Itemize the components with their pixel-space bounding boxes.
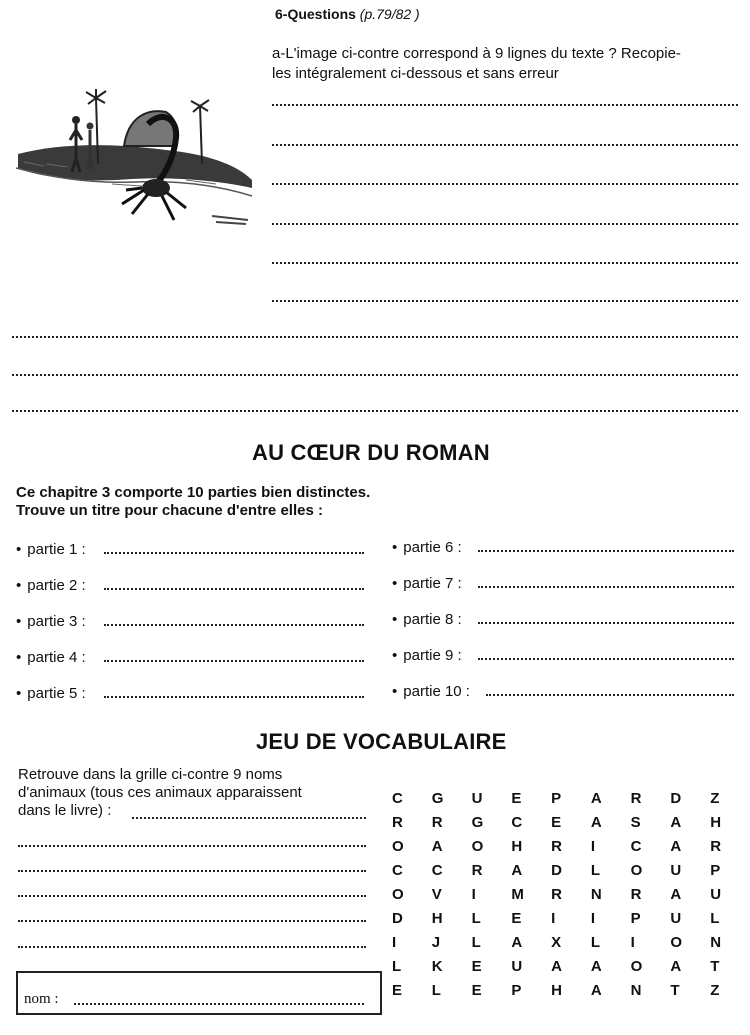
grid-letter[interactable]: A [431, 837, 443, 855]
vocab-answer-line[interactable] [18, 845, 366, 847]
word-search-grid [392, 786, 750, 1002]
bullet-icon: • [16, 541, 22, 558]
grid-row [392, 858, 750, 882]
questions-title-text: 6-Questions [275, 6, 356, 22]
grid-letter[interactable]: Z [710, 789, 720, 807]
grid-letter[interactable]: A [670, 957, 682, 975]
grid-letter[interactable]: I [590, 909, 596, 927]
grid-letter[interactable]: C [431, 861, 443, 879]
grid-letter[interactable]: U [511, 957, 523, 975]
grid-letter[interactable]: R [630, 789, 642, 807]
grid-letter[interactable]: R [431, 813, 443, 831]
grid-letter[interactable]: U [670, 909, 682, 927]
part-label: partie 9 : [403, 647, 462, 664]
grid-letter[interactable]: C [630, 837, 642, 855]
grid-letter[interactable]: E [471, 957, 482, 975]
part-answer-line[interactable] [104, 588, 364, 590]
grid-letter[interactable]: H [511, 837, 523, 855]
part-answer-line[interactable] [486, 694, 734, 696]
answer-line[interactable] [272, 300, 738, 302]
vocab-answer-line[interactable] [132, 817, 366, 819]
grid-letter[interactable]: A [670, 813, 682, 831]
answer-line[interactable] [12, 374, 738, 376]
grid-letter[interactable]: R [551, 885, 562, 903]
part-item [392, 611, 462, 628]
part-label: partie 1 : [27, 541, 86, 558]
part-answer-line[interactable] [478, 622, 734, 624]
bullet-icon: • [392, 539, 398, 556]
grid-row [392, 930, 750, 954]
part-label: partie 3 : [27, 613, 86, 630]
part-label: partie 4 : [27, 649, 86, 666]
grid-letter[interactable]: E [511, 909, 522, 927]
answer-line[interactable] [272, 144, 738, 146]
grid-letter[interactable]: X [551, 933, 562, 951]
questions-title [275, 6, 420, 22]
vocab-answer-line[interactable] [18, 870, 366, 872]
bullet-icon: • [392, 611, 398, 628]
roman-instruction-line-2: Trouve un titre pour chacune d'entre elles : [16, 502, 323, 519]
grid-letter[interactable]: N [710, 933, 722, 951]
grid-letter[interactable]: G [471, 813, 484, 831]
bullet-icon: • [392, 683, 398, 700]
grid-letter[interactable]: A [670, 885, 682, 903]
grid-letter[interactable]: U [710, 885, 722, 903]
grid-letter[interactable]: A [590, 789, 602, 807]
grid-letter[interactable]: L [710, 909, 720, 927]
page-reference: (p.79/82 ) [359, 6, 420, 22]
vocab-instruction-line-3: dans le livre) : [18, 802, 112, 819]
part-item [392, 647, 462, 664]
grid-letter[interactable]: U [670, 861, 682, 879]
grid-letter[interactable]: J [431, 933, 441, 951]
grid-letter[interactable]: E [471, 981, 482, 999]
question-a-line-1: a-L'image ci-contre correspond à 9 lignes du texte ? Recopie- [272, 45, 681, 62]
grid-row [392, 906, 750, 930]
grid-letter[interactable]: D [670, 789, 682, 807]
grid-letter[interactable]: C [392, 861, 403, 879]
answer-line[interactable] [12, 336, 738, 338]
part-item [392, 539, 462, 556]
grid-letter[interactable]: O [670, 933, 683, 951]
part-answer-line[interactable] [104, 660, 364, 662]
grid-row [392, 954, 750, 978]
grid-row [392, 786, 750, 810]
grid-letter[interactable]: L [431, 981, 441, 999]
grid-letter[interactable]: K [431, 957, 443, 975]
grid-letter[interactable]: S [630, 813, 641, 831]
grid-letter[interactable]: T [710, 957, 720, 975]
grid-letter[interactable]: I [392, 933, 397, 951]
name-box [16, 971, 382, 1015]
grid-letter[interactable]: I [551, 909, 556, 927]
grid-letter[interactable]: I [630, 933, 635, 951]
grid-letter[interactable]: O [630, 957, 643, 975]
vocab-instructions [18, 766, 363, 820]
part-answer-line[interactable] [478, 586, 734, 588]
grid-row [392, 810, 750, 834]
grid-letter[interactable]: E [551, 813, 562, 831]
answer-line[interactable] [272, 223, 738, 225]
grid-letter[interactable]: E [392, 981, 403, 999]
part-item [16, 541, 86, 558]
grid-letter[interactable]: L [392, 957, 402, 975]
grid-letter[interactable]: L [590, 861, 601, 879]
answer-line[interactable] [272, 183, 738, 185]
grid-letter[interactable]: A [551, 957, 562, 975]
answer-line[interactable] [12, 410, 738, 412]
grid-letter[interactable]: G [431, 789, 444, 807]
part-label: partie 10 : [403, 683, 470, 700]
part-item [16, 685, 86, 702]
grid-letter[interactable]: L [471, 909, 481, 927]
grid-letter[interactable]: I [471, 885, 476, 903]
grid-letter[interactable]: O [630, 861, 643, 879]
question-a-text [272, 44, 742, 84]
grid-letter[interactable]: A [590, 813, 602, 831]
grid-letter[interactable]: C [392, 789, 403, 807]
grid-letter[interactable]: H [431, 909, 443, 927]
part-item [392, 683, 470, 700]
story-illustration [16, 84, 254, 234]
grid-letter[interactable]: D [392, 909, 403, 927]
part-answer-line[interactable] [104, 624, 364, 626]
grid-letter[interactable]: O [471, 837, 484, 855]
grid-letter[interactable]: U [471, 789, 483, 807]
grid-letter[interactable]: L [590, 933, 601, 951]
part-label: partie 6 : [403, 539, 462, 556]
grid-row [392, 882, 750, 906]
part-item [16, 649, 86, 666]
grid-letter[interactable]: T [670, 981, 680, 999]
grid-letter[interactable]: E [511, 789, 522, 807]
grid-letter[interactable]: V [431, 885, 442, 903]
section-heading-roman: AU CŒUR DU ROMAN [252, 440, 490, 465]
bullet-icon: • [16, 649, 22, 666]
grid-letter[interactable]: A [511, 861, 523, 879]
grid-letter[interactable]: R [710, 837, 722, 855]
roman-instruction-line-1: Ce chapitre 3 comporte 10 parties bien distinctes. [16, 484, 371, 501]
section-heading-vocab: JEU DE VOCABULAIRE [256, 729, 507, 754]
grid-letter[interactable]: P [551, 789, 562, 807]
name-field[interactable] [74, 1003, 364, 1005]
part-item [16, 613, 86, 630]
bullet-icon: • [16, 577, 22, 594]
vocab-answer-line[interactable] [18, 920, 366, 922]
grid-letter[interactable]: A [511, 933, 523, 951]
part-label: partie 5 : [27, 685, 86, 702]
grid-letter[interactable]: D [551, 861, 562, 879]
part-label: partie 7 : [403, 575, 462, 592]
grid-letter[interactable]: P [710, 861, 721, 879]
grid-letter[interactable]: Z [710, 981, 720, 999]
grid-letter[interactable]: I [590, 837, 596, 855]
grid-letter[interactable]: A [590, 981, 602, 999]
question-a-line-2: les intégralement ci-dessous et sans erreur [272, 65, 559, 82]
grid-letter[interactable]: P [511, 981, 522, 999]
grid-letter[interactable]: O [392, 837, 404, 855]
grid-letter[interactable]: O [392, 885, 404, 903]
grid-row [392, 978, 750, 1002]
vocab-instruction-line-2: d'animaux (tous ces animaux apparaissent [18, 784, 302, 801]
part-answer-line[interactable] [478, 658, 734, 660]
grid-letter[interactable]: N [590, 885, 602, 903]
vocab-answer-line[interactable] [18, 895, 366, 897]
grid-letter[interactable]: R [471, 861, 483, 879]
grid-letter[interactable]: P [630, 909, 641, 927]
bullet-icon: • [392, 647, 398, 664]
grid-row [392, 834, 750, 858]
grid-letter[interactable]: H [551, 981, 562, 999]
grid-letter[interactable]: A [670, 837, 682, 855]
roman-instructions [16, 484, 370, 520]
grid-letter[interactable]: H [710, 813, 722, 831]
grid-letter[interactable]: R [551, 837, 562, 855]
vocab-instruction-line-1: Retrouve dans la grille ci-contre 9 noms [18, 766, 283, 783]
part-item [16, 577, 86, 594]
grid-letter[interactable]: M [511, 885, 524, 903]
part-label: partie 2 : [27, 577, 86, 594]
vocab-answer-line[interactable] [18, 946, 366, 948]
name-label: nom : [24, 991, 59, 1007]
grid-letter[interactable]: R [630, 885, 642, 903]
answer-line[interactable] [272, 262, 738, 264]
bullet-icon: • [392, 575, 398, 592]
bullet-icon: • [16, 613, 22, 630]
answer-line[interactable] [272, 104, 738, 106]
grid-letter[interactable]: L [471, 933, 481, 951]
part-item [392, 575, 462, 592]
part-answer-line[interactable] [104, 552, 364, 554]
grid-letter[interactable]: R [392, 813, 403, 831]
part-answer-line[interactable] [478, 550, 734, 552]
grid-letter[interactable]: N [630, 981, 642, 999]
part-answer-line[interactable] [104, 696, 364, 698]
grid-letter[interactable]: A [590, 957, 602, 975]
bullet-icon: • [16, 685, 22, 702]
part-label: partie 8 : [403, 611, 462, 628]
grid-letter[interactable]: C [511, 813, 523, 831]
